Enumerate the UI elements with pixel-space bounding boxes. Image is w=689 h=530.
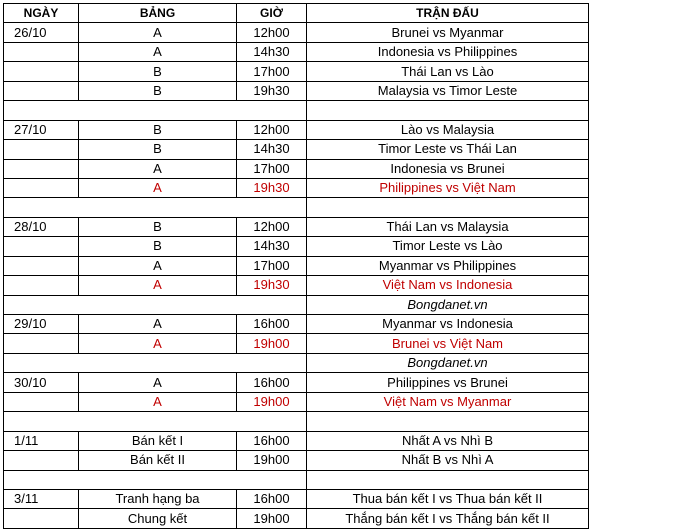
date-cell [4, 81, 79, 100]
schedule-table-wrapper [3, 3, 589, 529]
match-cell: Nhất B vs Nhì A [307, 451, 589, 470]
match-cell: Indonesia vs Philippines [307, 42, 589, 61]
time-cell: 17h00 [237, 62, 307, 81]
separator-note [307, 198, 589, 217]
separator-row [4, 101, 589, 120]
group-cell: Bán kết II [79, 451, 237, 470]
match-row [4, 23, 589, 42]
separator-blank-cell [4, 353, 307, 372]
match-cell: Việt Nam vs Indonesia [307, 276, 589, 295]
group-cell: Bán kết I [79, 431, 237, 450]
match-cell: Nhất A vs Nhì B [307, 431, 589, 450]
group-cell: A [79, 276, 237, 295]
time-cell: 16h00 [237, 431, 307, 450]
group-cell: B [79, 140, 237, 159]
match-cell: Timor Leste vs Lào [307, 237, 589, 256]
separator-row [4, 353, 589, 372]
date-cell [4, 256, 79, 275]
time-cell: 16h00 [237, 373, 307, 392]
time-cell: 19h30 [237, 81, 307, 100]
date-cell [4, 509, 79, 528]
time-cell: 17h00 [237, 256, 307, 275]
date-cell: 26/10 [4, 23, 79, 42]
match-row [4, 237, 589, 256]
separator-blank-cell [4, 412, 307, 431]
time-cell: 14h30 [237, 42, 307, 61]
header-group: BẢNG [79, 4, 237, 23]
group-cell: A [79, 256, 237, 275]
separator-blank-cell [4, 295, 307, 314]
match-row [4, 509, 589, 528]
group-cell: A [79, 178, 237, 197]
date-cell: 28/10 [4, 217, 79, 236]
match-cell: Thái Lan vs Malaysia [307, 217, 589, 236]
separator-note: Bongdanet.vn [307, 353, 589, 372]
separator-note [307, 101, 589, 120]
group-cell: A [79, 159, 237, 178]
match-cell: Malaysia vs Timor Leste [307, 81, 589, 100]
match-cell: Lào vs Malaysia [307, 120, 589, 139]
date-cell: 29/10 [4, 315, 79, 334]
separator-row [4, 412, 589, 431]
separator-blank-cell [4, 198, 307, 217]
separator-note: Bongdanet.vn [307, 295, 589, 314]
time-cell: 17h00 [237, 159, 307, 178]
separator-row [4, 470, 589, 489]
match-row [4, 217, 589, 236]
group-cell: Tranh hạng ba [79, 489, 237, 508]
match-cell: Brunei vs Myanmar [307, 23, 589, 42]
match-cell: Philippines vs Việt Nam [307, 178, 589, 197]
match-row [4, 373, 589, 392]
group-cell: A [79, 373, 237, 392]
match-row [4, 120, 589, 139]
time-cell: 16h00 [237, 315, 307, 334]
match-cell: Timor Leste vs Thái Lan [307, 140, 589, 159]
date-cell: 27/10 [4, 120, 79, 139]
time-cell: 16h00 [237, 489, 307, 508]
separator-row [4, 198, 589, 217]
date-cell [4, 392, 79, 411]
time-cell: 12h00 [237, 217, 307, 236]
match-cell: Myanmar vs Philippines [307, 256, 589, 275]
match-row [4, 178, 589, 197]
date-cell [4, 334, 79, 353]
date-cell [4, 276, 79, 295]
match-cell: Việt Nam vs Myanmar [307, 392, 589, 411]
date-cell: 3/11 [4, 489, 79, 508]
group-cell: B [79, 217, 237, 236]
match-row [4, 140, 589, 159]
schedule-table [3, 3, 589, 529]
match-row [4, 81, 589, 100]
match-row [4, 315, 589, 334]
group-cell: A [79, 315, 237, 334]
match-row [4, 451, 589, 470]
group-cell: B [79, 237, 237, 256]
header-match: TRẬN ĐẤU [307, 4, 589, 23]
header-time: GIỜ [237, 4, 307, 23]
time-cell: 19h00 [237, 509, 307, 528]
match-row [4, 256, 589, 275]
separator-blank-cell [4, 101, 307, 120]
time-cell: 12h00 [237, 23, 307, 42]
group-cell: A [79, 23, 237, 42]
header-row [4, 4, 589, 23]
group-cell: A [79, 392, 237, 411]
time-cell: 12h00 [237, 120, 307, 139]
match-row [4, 42, 589, 61]
match-row [4, 392, 589, 411]
group-cell: Chung kết [79, 509, 237, 528]
match-cell: Thái Lan vs Lào [307, 62, 589, 81]
group-cell: A [79, 334, 237, 353]
match-row [4, 62, 589, 81]
date-cell [4, 42, 79, 61]
separator-blank-cell [4, 470, 307, 489]
match-cell: Thắng bán kết I vs Thắng bán kết II [307, 509, 589, 528]
time-cell: 19h00 [237, 451, 307, 470]
match-cell: Brunei vs Việt Nam [307, 334, 589, 353]
match-cell: Thua bán kết I vs Thua bán kết II [307, 489, 589, 508]
group-cell: A [79, 42, 237, 61]
time-cell: 19h00 [237, 334, 307, 353]
group-cell: B [79, 120, 237, 139]
match-cell: Philippines vs Brunei [307, 373, 589, 392]
match-row [4, 431, 589, 450]
match-row [4, 276, 589, 295]
date-cell [4, 237, 79, 256]
match-row [4, 334, 589, 353]
date-cell [4, 159, 79, 178]
separator-row [4, 295, 589, 314]
time-cell: 19h30 [237, 178, 307, 197]
time-cell: 14h30 [237, 140, 307, 159]
date-cell: 1/11 [4, 431, 79, 450]
match-row [4, 159, 589, 178]
date-cell [4, 178, 79, 197]
date-cell: 30/10 [4, 373, 79, 392]
date-cell [4, 451, 79, 470]
time-cell: 19h30 [237, 276, 307, 295]
group-cell: B [79, 62, 237, 81]
group-cell: B [79, 81, 237, 100]
match-cell: Indonesia vs Brunei [307, 159, 589, 178]
date-cell [4, 140, 79, 159]
time-cell: 19h00 [237, 392, 307, 411]
date-cell [4, 62, 79, 81]
match-cell: Myanmar vs Indonesia [307, 315, 589, 334]
header-date: NGÀY [4, 4, 79, 23]
separator-note [307, 412, 589, 431]
time-cell: 14h30 [237, 237, 307, 256]
separator-note [307, 470, 589, 489]
schedule-body [4, 23, 589, 528]
match-row [4, 489, 589, 508]
